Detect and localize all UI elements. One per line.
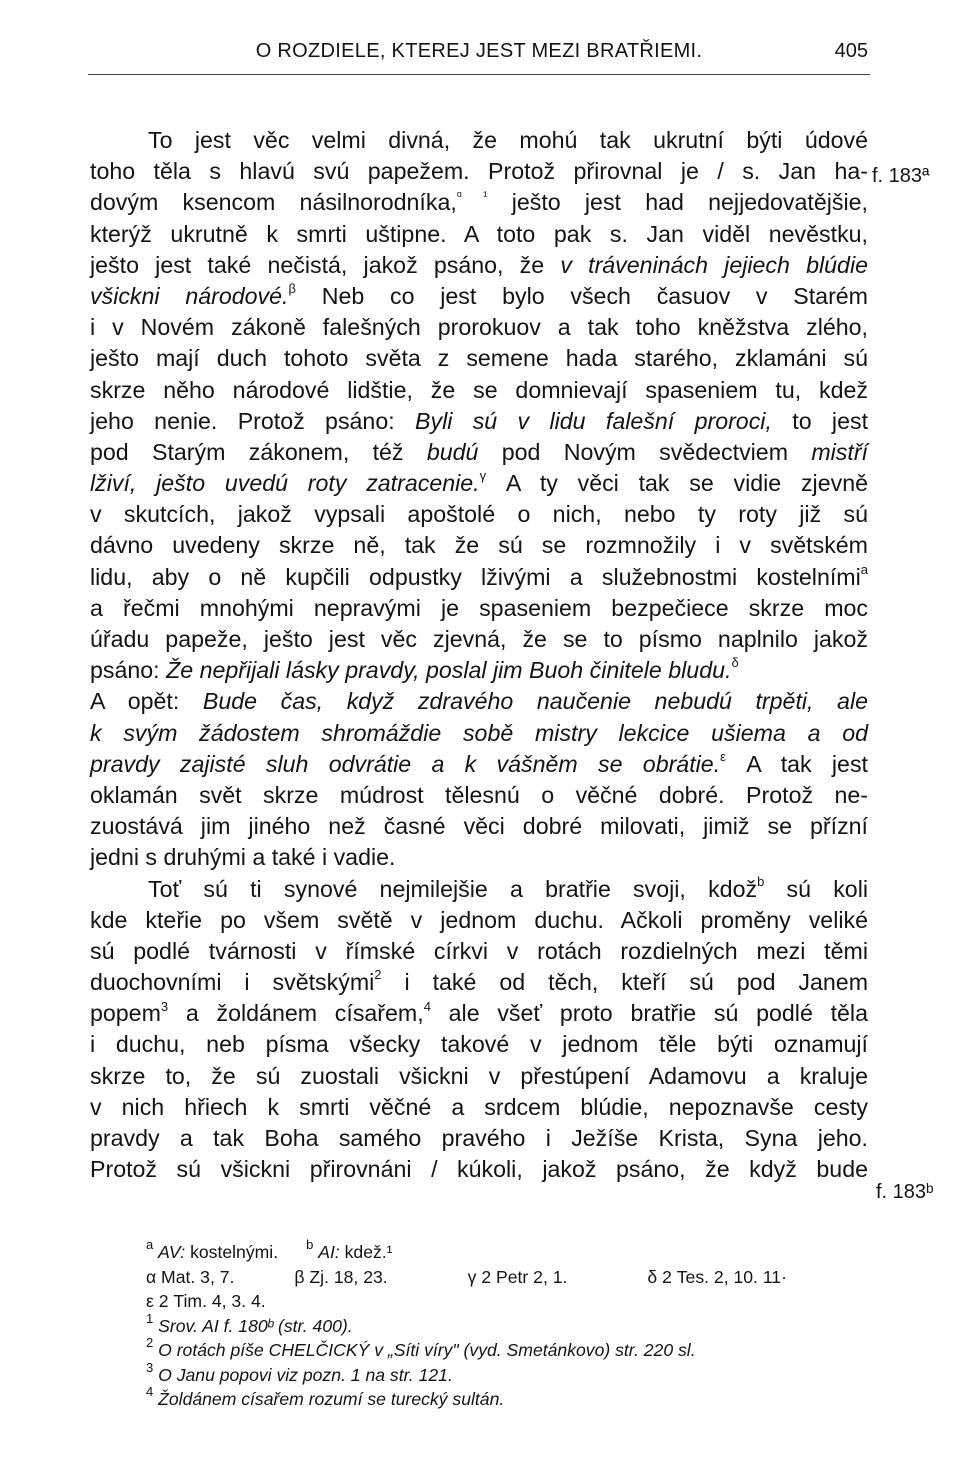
text-line: Toť sú ti synové nejmilejšie a bratřie svoji, kdož$^b$ sú koli	[148, 873, 869, 902]
text-line: všickni národové.$^\beta$ Neb co jest bylo všech časuov v Starém	[90, 281, 868, 309]
text-line: pravdy a tak Boha samého pravého i Ježíše Krista, Syna jeho.	[90, 1125, 868, 1151]
text-line: kde kteřie po všem světě v jednom duchu. Ačkoli proměny veliké	[90, 906, 868, 933]
footnote: $^4$ Žoldánem císařem rozumí se turecký sultán.	[146, 1384, 505, 1409]
text-line: v nich hřiech k smrti věčné a srdcem blúdie, nepoznavše cesty	[90, 1093, 868, 1120]
footnote-variant: $^a$ AV: kostelnými. $^b$ AI: kdež.¹	[146, 1237, 393, 1262]
footnote-reference: ε 2 Tim. 4, 3. 4.	[146, 1291, 266, 1311]
text-line: jedni s druhými a také i vadie.	[90, 844, 396, 871]
text-line: pod Starým zákonem, též budú pod Novým svědectviem mistří	[90, 438, 868, 465]
text-line: i v Novém zákoně falešných prorokuov a tak toho kněžstva zlého,	[90, 314, 868, 341]
footnotes	[146, 1237, 886, 1412]
text-line: skrze to, že sú zuostali všickni v přestúpení Adamovu a kralujе	[90, 1062, 868, 1089]
text-line: v skutcích, jakož vypsali apoštolé o nich, nebo ty roty již sú	[90, 501, 868, 528]
text-line: kterýž ukrutně k smrti uštipne. A toto pak s. Jan viděl nevěstku,	[90, 220, 868, 247]
text-line: ješto mají duch tohoto světa z semene hada starého, zklamáni sú	[90, 345, 868, 372]
text-line: duochovními i světskými$^2$ i také od těch, kteří sú pod Janem	[90, 967, 869, 996]
footnote-ref: a	[860, 561, 868, 577]
text-line: ješto jest také nečistá, jakož psáno, že v tráveninách jejiech blúdie	[90, 251, 868, 278]
text-line: skrze něho národové lidštie, že se domnievají spaseniem tu, kdež	[90, 376, 868, 403]
text-line: To jest věc velmi divná, že mohú tak ukrutní býti údové	[148, 127, 868, 153]
footnote-references: α Mat. 3, 7. β Zj. 18, 23. γ 2 Petr 2, 1. δ 2 Tes. 2, 10. 11·	[146, 1266, 787, 1287]
text-line: sú podlé tvárnosti v římské církvi v rotách rozdielných mezi těmi	[90, 937, 868, 964]
footnote-ref: γ	[479, 468, 487, 484]
footnote: $^3$ O Janu popovi viz pozn. 1 na str. 121.	[146, 1359, 453, 1385]
text-line: lživí, ješto uvedú roty zatracenie.$^\gamma$ A ty věci tak se vidie zjevně	[90, 468, 868, 497]
footnote-ref: ε	[720, 749, 726, 765]
text-line: lidu, aby o ně kupčili odpustky lživými a služebnostmi kostelními$^a$	[90, 561, 868, 590]
footnote-ref: β	[288, 281, 296, 297]
footnote: $^2$ O rotách píše CHELČICKÝ v „Síti víry" (vyd. Smetánkovo) str. 220 sl.	[146, 1335, 696, 1360]
text-line: oklamán svět skrze múdrost tělesnú o věčné dobré. Protož ne-	[90, 781, 868, 808]
footnote-ref: δ	[731, 655, 739, 671]
text-line: k svým žádostem shromáždie sobě mistry lekcice ušiema a od	[90, 719, 868, 746]
text-line: a řečmi mnohými nepravými je spaseniem bezpečiece skrze moc	[90, 594, 868, 621]
body-text	[90, 125, 868, 1185]
footnote-ref: b	[757, 873, 765, 889]
text-line: psáno: Že nepřijali lásky pravdy, poslal jim Buoh činitele bludu.$^\delta$	[90, 655, 739, 684]
text-line: i duchu, neb písma všecky takové v jednom těle býti oznamují	[90, 1031, 868, 1058]
footnote-ref: 2	[374, 967, 382, 983]
margin-folio-note: f. 183ᵇ	[876, 1181, 934, 1203]
text-line: A opět: Bude čas, když zdravého naučenie nebudú trpěti, ale	[90, 688, 868, 715]
footnote: $^1$ Srov. AI f. 180ᵇ (str. 400).	[146, 1310, 353, 1336]
page-header	[90, 38, 868, 72]
page-number: 405	[834, 40, 868, 62]
text-line: pravdy zajisté sluh odvrátie a k vášněm se obrátie.$^\varepsilon$ A tak jest	[90, 749, 868, 777]
text-line: Protož sú všickni přirovnáni / kúkoli, jakož psáno, že když bude	[90, 1156, 868, 1183]
running-title: O ROZDIELE, KTEREJ JEST MEZI BRATŘIEMI.	[255, 40, 703, 62]
text-line: popem$^3$ a žoldánem císařem,$^4$ ale všeť proto bratřie sú podlé těla	[90, 998, 868, 1027]
text-line: úřadu papeže, ješto jest věc zjevná, že se to písmo naplnilo jakož	[90, 626, 868, 652]
footnote-ref: 4	[423, 998, 431, 1014]
text-line: dávno uvedeny skrze ně, tak že sú se rozmnožily i v světském	[90, 532, 868, 559]
text-line: dovým ksencom násilnorodníka,$^{ᵅ ^1}$ ješto jest had nejjedovatějšie,	[90, 187, 868, 216]
margin-folio-note: f. 183ª	[872, 165, 930, 187]
text-line: jeho nenie. Protož psáno: Byli sú v lidu falešní proroci, to jest	[90, 407, 869, 434]
header-rule	[88, 74, 870, 75]
text-line: toho těla s hlavú svú papežem. Protož přirovnal je / s. Jan ha-	[90, 158, 868, 185]
footnote-ref: 3	[160, 998, 169, 1014]
text-line: zuostává jim jiného než časné věci dobré milovati, jimiž se přízní	[90, 813, 868, 840]
footnote-ref: ᵅ ¹	[456, 187, 488, 203]
